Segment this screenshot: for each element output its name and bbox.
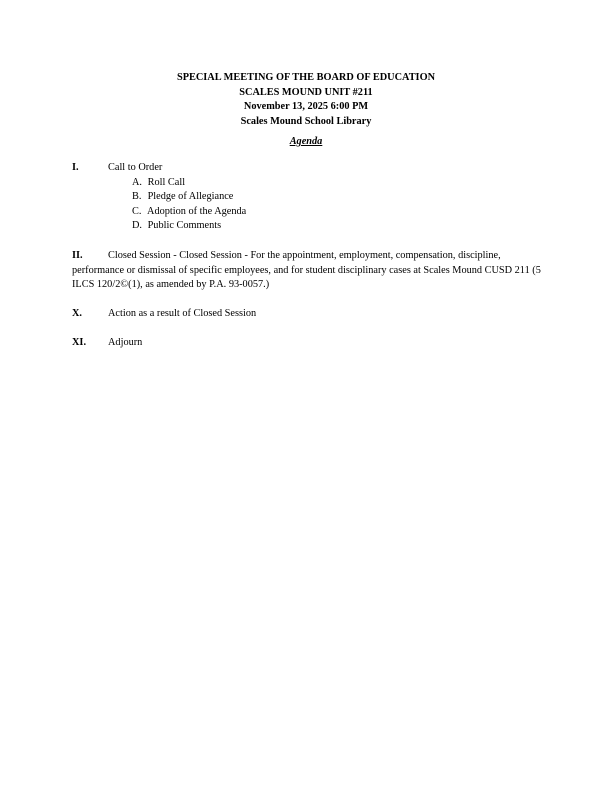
subitem-letter: C. [132,205,142,217]
header-location: Scales Mound School Library [240,115,372,127]
subitem-list [132,176,246,234]
section-title: Action as a result of Closed Session [108,308,257,319]
agenda-title: Agenda [289,136,323,147]
agenda-section-closed-session [72,249,542,293]
subitem-adoption-of-agenda [132,205,246,220]
subitem-public-comments [132,219,246,234]
section-title: Closed Session - Closed Session - For the appointment, employment, compensation, discipline, performance or dismissal of specific employees, and for student disciplinary cases at Scales Mound CUSD 211 (5 ILCS 120/2©(1), as amended by P.A. 93-0057.) [72,250,541,291]
subitem-letter: B. [132,191,142,202]
subitem-pledge [132,190,246,205]
subitem-letter: D. [132,220,143,231]
meeting-header [0,71,612,129]
section-number: XI. [72,337,87,348]
subitem-letter: A. [132,176,143,188]
header-meeting-type: SPECIAL MEETING OF THE BOARD OF EDUCATION [176,72,436,83]
subitem-label: Public Comments [147,220,222,231]
subitem-label: Adoption of the Agenda [147,205,247,217]
header-date-time: November 13, 2025 6:00 PM [243,101,369,112]
subitem-label: Roll Call [147,176,186,188]
section-number: I. [72,162,79,173]
section-title: Call to Order [108,162,163,173]
header-district: SCALES MOUND UNIT #211 [239,86,373,98]
section-number: II. [72,250,83,261]
section-title: Adjourn [108,337,143,348]
subitem-label: Pledge of Allegiance [147,191,234,202]
section-number: X. [72,308,83,319]
subitem-roll-call [132,176,246,191]
